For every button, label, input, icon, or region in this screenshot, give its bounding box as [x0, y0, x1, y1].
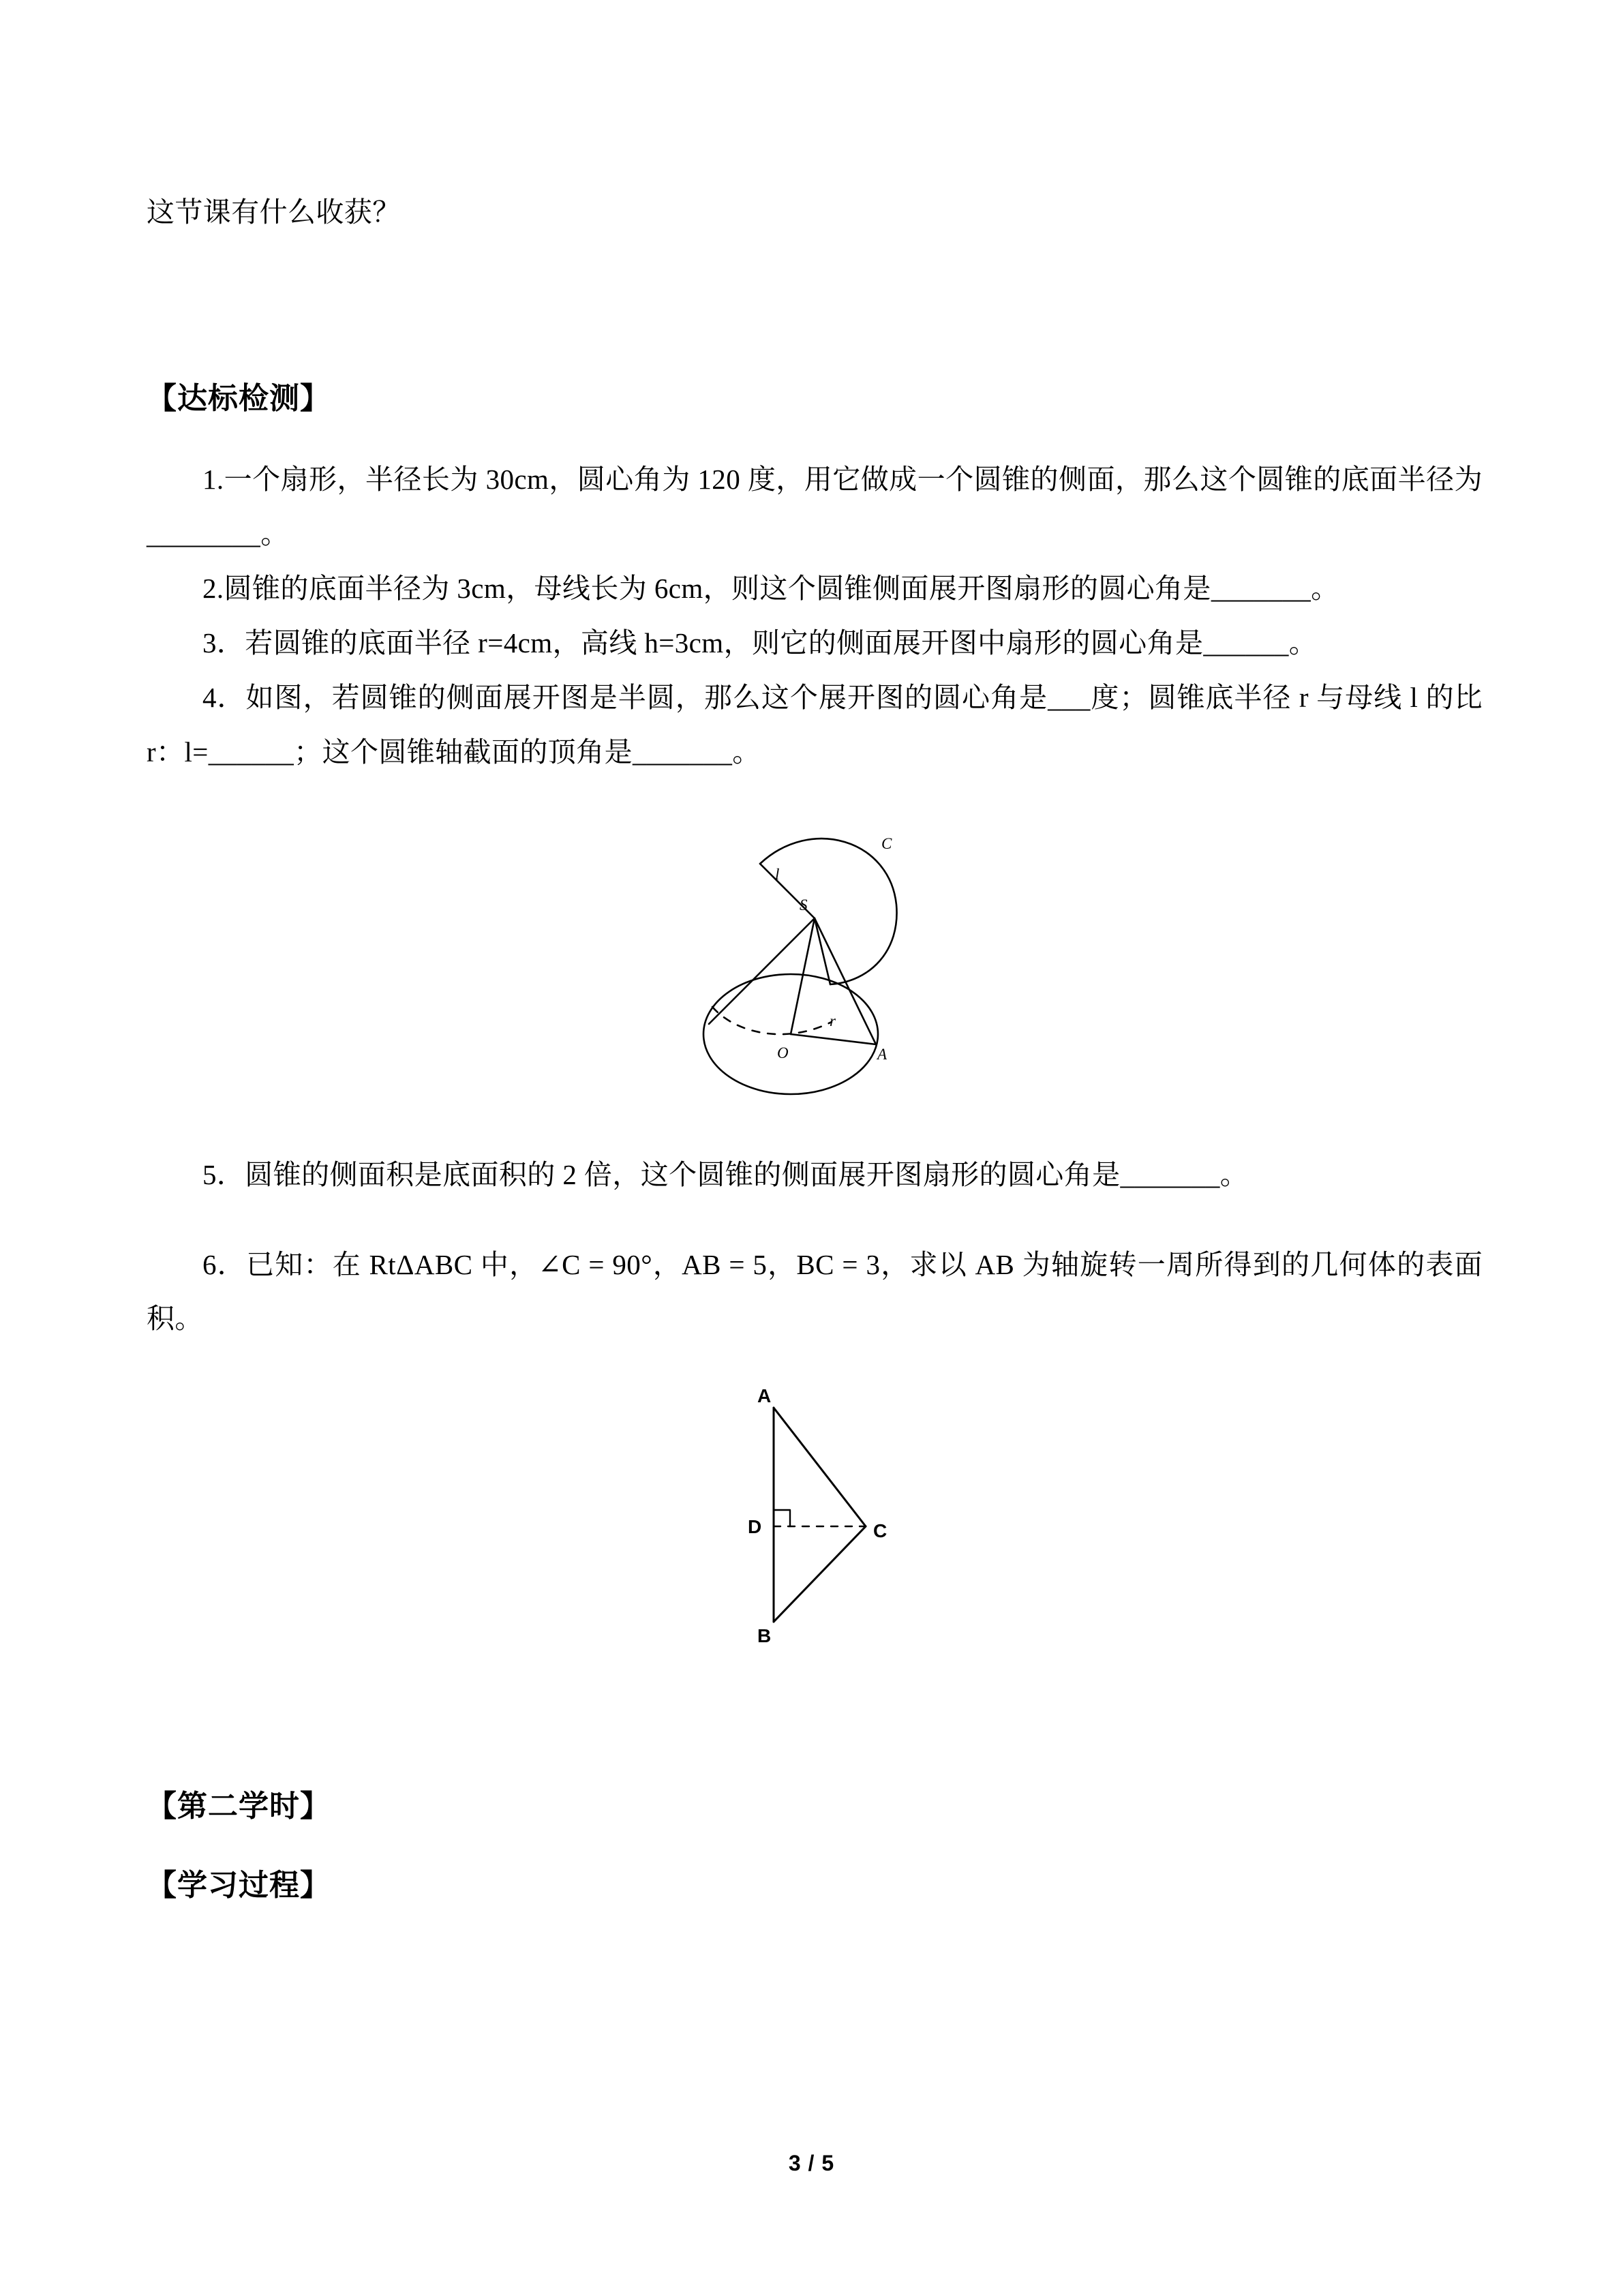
label-C: C — [873, 1520, 888, 1542]
right-triangle-rotation-figure — [699, 1382, 930, 1648]
label-B: B — [757, 1625, 772, 1647]
question-4: 4．如图，若圆锥的侧面展开图是半圆，那么这个展开图的圆心角是___度；圆锥底半径 r 与母线 l 的比 r：l=______；这个圆锥轴截面的顶角是_______。 — [147, 681, 1483, 768]
label-r: r — [830, 1012, 836, 1029]
label-C: C — [881, 834, 892, 852]
label-l: l — [775, 865, 780, 883]
label-A: A — [877, 1045, 888, 1063]
spacer-after-cone-figure — [147, 1113, 1483, 1148]
question-1: 1.一个扇形，半径长为 30cm，圆心角为 120 度，用它做成一个圆锥的侧面，那么这个圆锥的底面半径为________。 — [147, 463, 1483, 549]
cone-figure-wrap — [147, 799, 1483, 1113]
question-2: 2.圆锥的底面半径为 3cm，母线长为 6cm，则这个圆锥侧面展开图扇形的圆心角是_______。 — [202, 572, 1339, 604]
question-3: 3．若圆锥的底面半径 r=4cm，高线 h=3cm，则它的侧面展开图中扇形的圆心角是______。 — [202, 626, 1318, 659]
spacer-between-headings — [147, 1825, 1483, 1860]
spacer-before-cone-figure — [147, 780, 1483, 799]
page-number: 3 / 5 — [788, 2151, 835, 2175]
section-heading-check: 【达标检测】 — [147, 381, 331, 415]
spacer-before-q6 — [147, 1203, 1483, 1238]
section-heading-period: 【第二学时】 — [147, 1789, 331, 1824]
spacer-before-period-heading — [147, 1648, 1483, 1781]
label-D: D — [748, 1516, 762, 1538]
section-heading-process: 【学习过程】 — [147, 1869, 331, 1903]
triangle-figure-wrap — [147, 1382, 1483, 1648]
top-margin-spacer — [147, 0, 1483, 185]
label-S: S — [800, 896, 808, 913]
question-6: 6．已知：在 RtΔABC 中，∠C = 90°，AB = 5，BC = 3，求以 AB 为轴旋转一周所得到的几何体的表面积。 — [147, 1248, 1483, 1335]
spacer-before-triangle-figure — [147, 1346, 1483, 1382]
opening-question-text: 这节课有什么收获？ — [147, 196, 401, 228]
label-O: O — [777, 1044, 789, 1061]
cone-with-unrolled-sector-figure — [671, 799, 958, 1113]
label-A: A — [757, 1385, 772, 1407]
page-content — [147, 0, 1483, 2296]
spacer-after-check-heading — [147, 417, 1483, 453]
spacer-after-opening — [147, 240, 1483, 374]
question-5: 5．圆锥的侧面积是底面积的 2 倍，这个圆锥的侧面展开图扇形的圆心角是_______。 — [202, 1158, 1249, 1190]
